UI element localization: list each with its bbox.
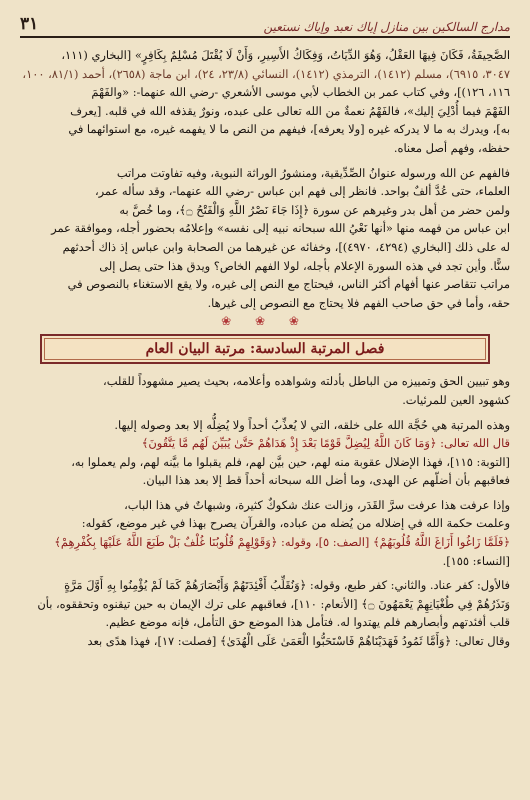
text-line: سنًّا. وأين تجد في هذه السورة الإعلام بأجله، لولا الفهم الخاص؟ ويدق هذا حتى يصل إلى [99, 258, 510, 273]
text-line: ابن عباس من فهمه منها «أنها نَعْيُ الله سبحانه نبيه إلى نفسه» وإعلامُه بحضور أجله، وموافقة عمر [51, 221, 510, 236]
text-line: كشهود العين للمرئيات. [402, 392, 510, 407]
text-line: وهو تبيين الحق وتمييزه من الباطل بأدلته وشواهده وأعلامه، بحيث يصير مشهوداً للقلب، [103, 374, 510, 389]
quran-verse-line: ﴿فَلَمَّا زَاغُوا أَزَاغَ اللَّهُ قُلُوبَهُمْ﴾ [الصف: ٥]، وقوله: ﴿وَقَوْلِهِمْ قُلُوبُنَا غُلْفٌ بَلْ طَبَعَ اللَّهُ عَلَيْهَا بِكُفْرِهِمْ﴾ [54, 535, 510, 550]
text-line: وَنَذَرُهُمْ فِي طُغْيَانِهِمْ يَعْمَهُونَ ۝﴾ [الأنعام: ١١٠]، فعاقبهم على ترك الإيمان به حين تيقنوه وتحققوه، بأن [37, 596, 510, 611]
text-line: له على ذلك [البخاري (٤٢٩٤، ٤٩٧٠)]، وخفائه عن غيرهما من الصحابة وابن عباس إذ ذاك أحدثهم [62, 239, 510, 254]
text-line: وعلمت حكمة الله في إضلاله من يُضله من عباده، والقرآن يصرح بهذا في غير موضع، كقوله: [81, 516, 510, 531]
paragraph-kufr-types [20, 576, 510, 650]
text-line: الصَّحِيفَةُ، فَكَانَ فِيهَا العَقْلُ، وَهُوَ الدِّيَاتُ، وَفِكَاكُ الأَسِيرِ، وَأَنْ لَا يُقْتَلَ مُسْلِمٌ بِكَافِرٍ» [البخاري (١١١، [61, 48, 510, 62]
text-line: فالأول: كفر عناد. والثاني: كفر طبع، وقوله: ﴿وَنُقَلِّبُ أَفْئِدَتَهُمْ وَأَبْصَارَهُمْ كَمَا لَمْ يُؤْمِنُوا بِهِ أَوَّلَ مَرَّةٍ [64, 578, 510, 593]
text-line: قلب أفئدتهم وأبصارهم فلم يهتدوا له. فتأمل هذا الموضع حق التأمل، فإنه موضع عظيم. [105, 615, 510, 630]
paragraph-hadith-ending [20, 46, 510, 158]
text-line: به]، ويدرك به ما لا يدركه غيره [ولا يعرفه]، فيفهم من النص ما لا يفهمه غيره، مع استوائهما في [68, 122, 510, 137]
quran-verse-line: قال الله تعالى: ﴿وَمَا كَانَ اللَّهُ لِيُضِلَّ قَوْمًا بَعْدَ إِذْ هَدَاهُمْ حَتَّىٰ يُبَيِّنَ لَهُم مَّا يَتَّقُونَ﴾ [141, 436, 510, 451]
paragraph-understanding [20, 164, 510, 313]
citation-line: ٣٠٤٧، ٦٩١٥)، مسلم (١٤١٢)، الترمذي (١٤١٢)، النسائي (٢٣/٨، ٢٤)، ابن ماجة (٢٦٥٨)، أحمد (٨١/١، ١٠٠، [22, 66, 510, 81]
text-line: وقال تعالى: ﴿وَأَمَّا ثَمُودُ فَهَدَيْنَاهُمْ فَاسْتَحَبُّوا الْعَمَىٰ عَلَى الْهُدَىٰ﴾ [فصلت: ١٧]، فهذا هدًى بعد [87, 634, 510, 649]
page-number: ٣١ [20, 14, 39, 34]
text-line: العلماء، حتى عُدَّ ألفٌ بواحد. فانظر إلى فهم ابن عباس -رضي الله عنهما-، وقد سأله عمر، [94, 184, 510, 199]
paragraph-proof [20, 416, 510, 490]
text-line: فالفهم عن الله ورسوله عنوانُ الصِّدِّيقية، ومنشورُ الوراثة النبوية، وفيه تفاوتت مراتب [116, 165, 510, 180]
text-line: الفَهْمَ فيما أُدْلِيَ إليك»، فالفَهْمُ نعمةٌ من الله تعالى على عبده، ونورٌ يقذفه الله في قلبه. [يعرف [70, 103, 510, 118]
chapter-heading-box [40, 334, 490, 364]
text-line: مراتب تتقاصر عنها أفهام أكثر الناس، فيحتاج مع النص إلى غيره، ولا يقع الاستغناء بالنصوص في [67, 277, 510, 292]
text-line: حقه، وأما في حق صاحب الفهم فلا يحتاج مع النصوص إلى غيرها. [207, 295, 510, 310]
section-divider-ornament: ❀ ❀ ❀ [221, 314, 309, 329]
paragraph-qadar [20, 496, 510, 570]
text-line: [النساء: ١٥٥]. [442, 553, 510, 568]
chapter-title: فصل المرتبة السادسة: مرتبة البيان العام [145, 341, 385, 358]
text-line: حفظه، وفهم أصل معناه. [393, 140, 510, 155]
text-line: [التوبة: ١١٥]، فهذا الإضلال عقوبة منه لهم، حين بيَّن لهم، فلم يقبلوا ما بيَّنه لهم، ولم يعملوا به، [71, 454, 510, 469]
text-line: ولمن حضر من أهل بدر وغيرهم عن سورة ﴿إِذَا جَاءَ نَصْرُ اللَّهِ وَالْفَتْحُ ۝﴾، وما خُصَّ به [119, 202, 510, 217]
text-line: ١١٦، ١٢٦)]، وفي كتاب عمر بن الخطاب لأبي موسى الأشعري -رضي الله عنهما-: «والفَهْمَ [91, 85, 510, 100]
text-line: وهذه المرتبة هي حُجَّة الله على خلقه، التي لا يُعذِّبُ أحداً ولا يُضِلُّه إلا بعد وصوله إليها. [114, 417, 510, 432]
text-line: وإذا عرفت هذا عرفت سرَّ القَدَر، وزالت عنك شكوكٌ كثيرة، وشبهاتٌ في هذا الباب، [124, 497, 510, 512]
text-line: فعاقبهم بأن أضلّهم عن الهدى، وما أضل الله سبحانه أحداً قط إلا بعد هذا البيان. [142, 473, 510, 488]
page-header [20, 10, 510, 38]
running-head: مدارج السالكين بين منازل إياك نعبد وإياك نستعين [263, 20, 510, 34]
paragraph-definition [20, 372, 510, 409]
